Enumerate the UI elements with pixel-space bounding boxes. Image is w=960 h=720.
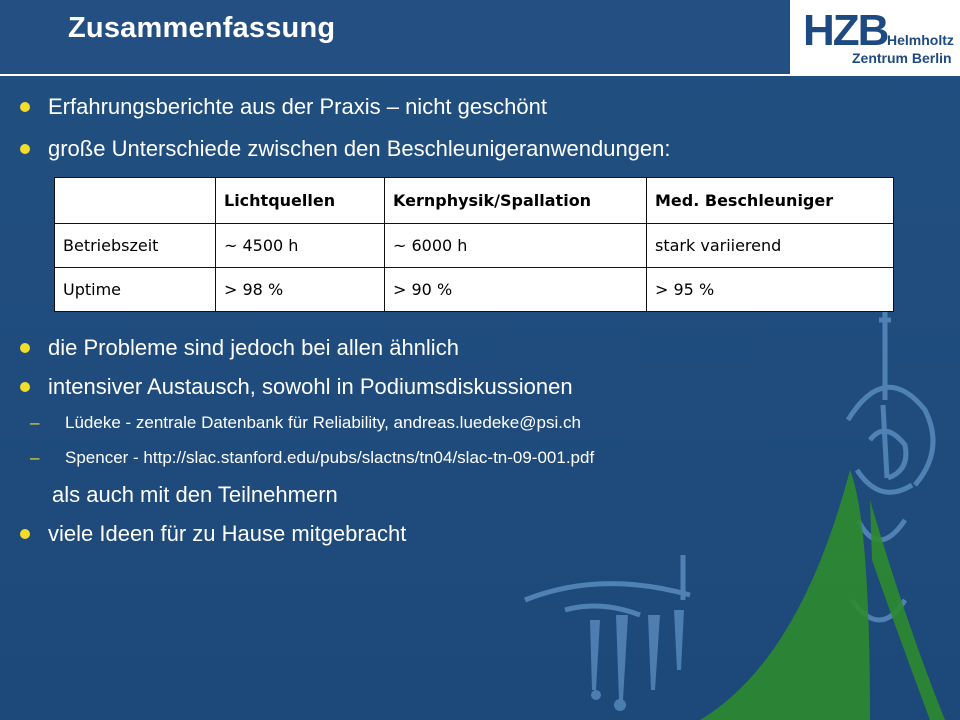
table-cell: > 95 %: [647, 268, 894, 312]
slide-title: Zusammenfassung: [68, 12, 336, 44]
logo-mark: HZB: [803, 6, 888, 55]
logo-line-2: Zentrum Berlin: [852, 50, 952, 66]
bullet-text: Erfahrungsberichte aus der Praxis – nicht geschönt: [48, 94, 547, 119]
table-header-row: [55, 178, 894, 224]
dash-icon: –: [30, 413, 40, 432]
table-header-cell: Med. Beschleuniger: [647, 178, 894, 224]
table-header-cell: [55, 178, 216, 224]
bullet-text: große Unterschiede zwischen den Beschleunigeranwendungen:: [48, 136, 671, 161]
bullet-text: die Probleme sind jedoch bei allen ähnlich: [48, 335, 459, 360]
bullet-icon: [20, 382, 30, 392]
table-cell: > 98 %: [216, 268, 385, 312]
bullet-text: intensiver Austausch, sowohl in Podiumsdiskussionen: [48, 374, 573, 399]
continuation-text: als auch mit den Teilnehmern: [52, 482, 338, 507]
table-cell: > 90 %: [385, 268, 647, 312]
table-cell: Betriebszeit: [55, 224, 216, 268]
bullet-icon: [20, 102, 30, 112]
table-cell: ~ 6000 h: [385, 224, 647, 268]
logo-line-1: Helmholtz: [887, 32, 954, 48]
header-divider: [0, 74, 960, 76]
sub-item-text: Spencer - http://slac.stanford.edu/pubs/slactns/tn04/slac-tn-09-001.pdf: [65, 448, 595, 467]
bullet-icon: [20, 529, 30, 539]
table-cell: Uptime: [55, 268, 216, 312]
table-header-cell: Kernphysik/Spallation: [385, 178, 647, 224]
table-row: [55, 268, 894, 312]
bullet-icon: [20, 144, 30, 154]
dash-icon: –: [30, 448, 40, 467]
bullet-text: viele Ideen für zu Hause mitgebracht: [48, 521, 407, 546]
table-cell: stark variierend: [647, 224, 894, 268]
sub-item-text: Lüdeke - zentrale Datenbank für Reliability, andreas.luedeke@psi.ch: [65, 413, 581, 432]
table-header-cell: Lichtquellen: [216, 178, 385, 224]
table-row: [55, 224, 894, 268]
comparison-table: [54, 177, 894, 312]
bullet-icon: [20, 343, 30, 353]
table-cell: ~ 4500 h: [216, 224, 385, 268]
